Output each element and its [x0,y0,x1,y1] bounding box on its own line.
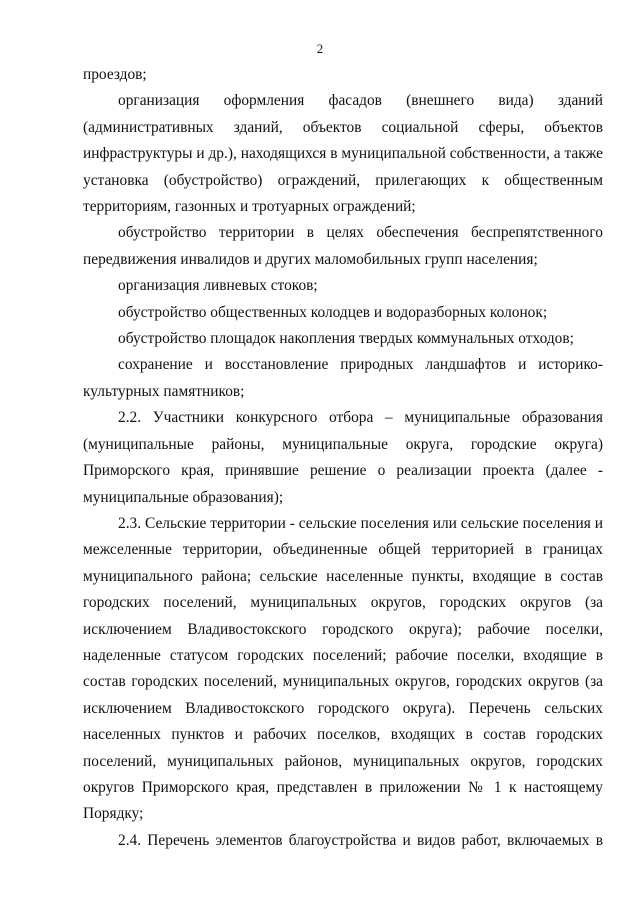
paragraph-waste-sites: обустройство площадок накопления твердых коммунальных отходов; [118,330,574,348]
paragraph-landscapes: сохранение и восстановление природных ландшафтов и историко-культурных памятников; [83,356,603,400]
paragraph-facades: организация оформления фасадов (внешнего вида) зданий (административных зданий, объектов социальной сферы, объектов инфраструктуры и др.), находящихся в муниципальной собственности, а также установка (обустройство) ограждений, прилегающих к общественным территориям, газонных и тротуарных ограждений; [83,92,603,216]
paragraph-continuation: проездов; [83,66,147,83]
paragraph-drainage: организация ливневых стоков; [118,277,318,295]
paragraph-2-3: 2.3. Сельские территории - сельские поселения или сельские поселения и межселенные территории, объединенные общей территорией в границах муниципального района; сельские населенные пункты, входящие в состав городских поселений, муниципальных округов, городских округов (за исключением Владивостокского городского округа); рабочие поселки, наделенные статусом городских поселений; рабочие поселки, входящие в состав городских поселений, муниципальных округов, городских округов (за исключением Владивостокского городского округа). Перечень сельских населенных пунктов и рабочих поселков, входящих в состав городских поселений, муниципальных районов, муниципальных округов, городских округов Приморского края, представлен в приложении № 1 к настоящему Порядку; [83,514,603,823]
paragraph-2-4: 2.4. Перечень элементов благоустройства и видов работ, включаемых в [118,831,603,849]
document-body [83,62,603,854]
page-number: 2 [316,41,324,56]
paragraph-accessibility: обустройство территории в целях обеспечения беспрепятственного передвижения инвалидов и других маломобильных групп населения; [83,224,603,268]
paragraph-wells: обустройство общественных колодцев и водоразборных колонок; [118,303,548,321]
paragraph-2-2: 2.2. Участники конкурсного отбора – муниципальные образования (муниципальные районы, муниципальные округа, городские округа) Приморского края, принявшие решение о реализации проекта (далее - муниципальные образования); [83,409,603,506]
